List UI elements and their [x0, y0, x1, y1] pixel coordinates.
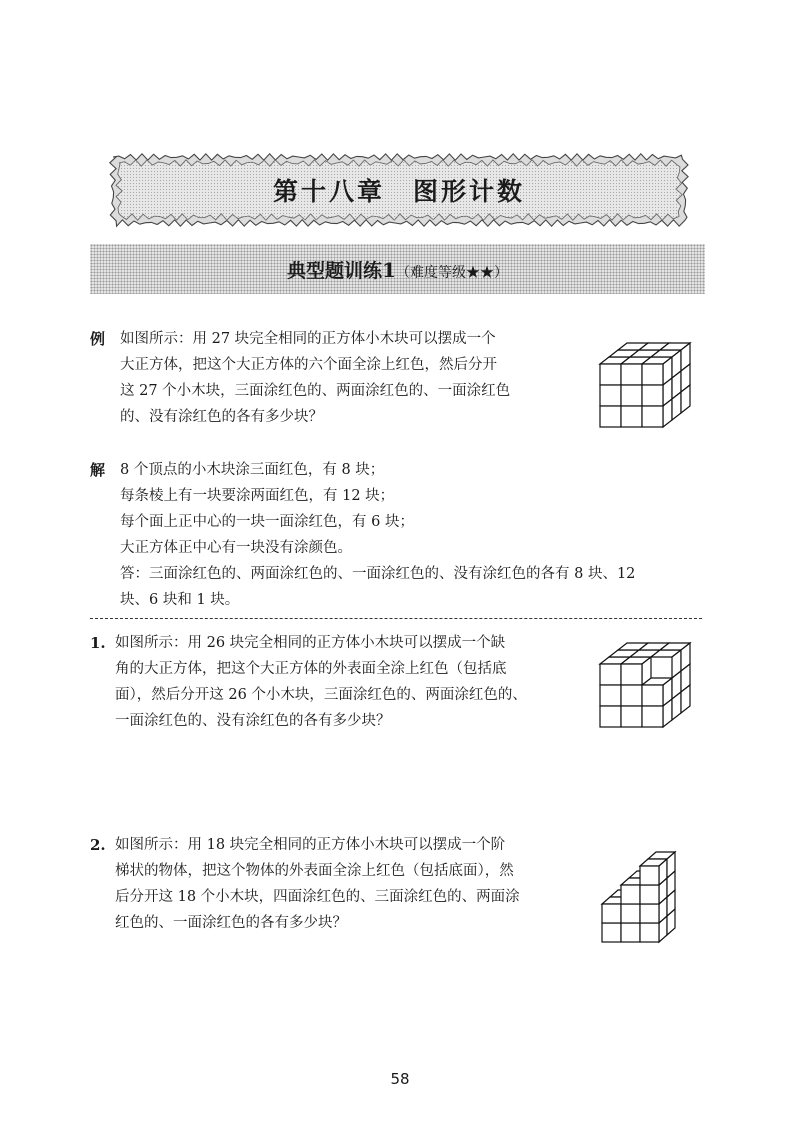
solution-mark: 解 [90, 461, 106, 479]
section-bar [90, 244, 705, 294]
section-title [90, 256, 705, 283]
cube-front-face [621, 364, 642, 385]
problem-number: 2. [90, 836, 106, 854]
cube-front-face [600, 664, 621, 685]
cube-front-face [621, 685, 642, 706]
stair-front-face [621, 885, 640, 904]
problem-line: 一面涂红色的、没有涂红色的各有多少块？ [115, 713, 391, 729]
cube-front-face [621, 664, 642, 685]
chapter-title [108, 172, 690, 208]
cube-front-face [600, 364, 621, 385]
solution-line: 8 个顶点的小木块涂三面红色，有 8 块； [120, 462, 385, 478]
solution-block [90, 457, 710, 613]
problem-text [115, 832, 590, 936]
section-divider [90, 618, 702, 619]
page-number: 58 [390, 1070, 410, 1088]
problem-line: 红色的、一面涂红色的各有多少块？ [115, 915, 347, 931]
solution-text [120, 457, 710, 587]
problem-1 [90, 630, 590, 734]
stair-front-face [621, 923, 640, 942]
cube-front-face [621, 385, 642, 406]
cube-front-face [642, 406, 663, 427]
solution-line: 每条棱上有一块要涂两面红色，有 12 块； [120, 488, 395, 504]
cube-front-face [642, 364, 663, 385]
chapter-banner [108, 152, 690, 228]
solution-line: 每个面上正中心的一块一面涂红色，有 6 块； [120, 514, 414, 530]
solution-line: 大正方体正中心有一块没有涂颜色。 [120, 540, 352, 556]
stair-front-face [602, 904, 621, 923]
problem-text [115, 630, 590, 734]
difficulty-label: （难度等级★★） [395, 265, 508, 281]
example-line: 大正方体，把这个大正方体的六个面全涂上红色，然后分开 [120, 357, 497, 373]
problem-line: 如图所示：用 26 块完全相同的正方体小木块可以摆成一个缺 [115, 635, 506, 651]
problem-line: 如图所示：用 18 块完全相同的正方体小木块可以摆成一个阶 [115, 837, 506, 853]
solution-answer-line: 答：三面涂红色的、两面涂红色的、一面涂红色的、没有涂红色的各有 8 块、12 [120, 566, 636, 582]
cube-front-face [642, 685, 663, 706]
problem-line: 梯状的物体，把这个物体的外表面全涂上红色（包括底面），然 [115, 863, 514, 879]
solution-answer-line: 块、6 块和 1 块。 [120, 592, 240, 608]
cube-27-figure [598, 336, 698, 436]
chapter-topic: 图形计数 [413, 177, 526, 206]
problem-line: 角的大正方体，把这个大正方体的外表面全涂上红色（包括底 [115, 661, 507, 677]
stair-front-face [640, 904, 659, 923]
chapter-number: 第十八章 [272, 177, 385, 206]
cube-front-face [600, 706, 621, 727]
cube-front-face [621, 406, 642, 427]
example-line: 这 27 个小木块，三面涂红色的、两面涂红色的、一面涂红色 [120, 383, 511, 399]
cube-front-face [600, 385, 621, 406]
problem-2 [90, 832, 590, 936]
example-text [120, 326, 590, 430]
cube-26-missing-corner-figure [598, 636, 698, 736]
stair-front-face [640, 923, 659, 942]
example-line: 的、没有涂红色的各有多少块？ [120, 409, 323, 425]
problem-line: 面），然后分开这 26 个小木块，三面涂红色的、两面涂红色的、 [115, 687, 527, 703]
cube-front-face [600, 406, 621, 427]
stair-front-face [621, 904, 640, 923]
cube-front-face [621, 706, 642, 727]
example-mark: 例 [90, 330, 106, 348]
example-line: 如图所示：用 27 块完全相同的正方体小木块可以摆成一个 [120, 331, 496, 347]
cube-front-face [600, 685, 621, 706]
section-number: 1 [382, 258, 396, 282]
example-block [90, 326, 590, 430]
stair-front-face [602, 923, 621, 942]
cube-front-face [642, 706, 663, 727]
problem-line: 后分开这 18 个小木块，四面涂红色的、三面涂红色的、两面涂 [115, 889, 520, 905]
stair-front-face [640, 866, 659, 885]
stair-front-face [640, 885, 659, 904]
staircase-18-figure [600, 842, 700, 946]
section-label: 典型题训练 [287, 260, 383, 282]
problem-number: 1. [90, 634, 106, 652]
cube-front-face [642, 385, 663, 406]
